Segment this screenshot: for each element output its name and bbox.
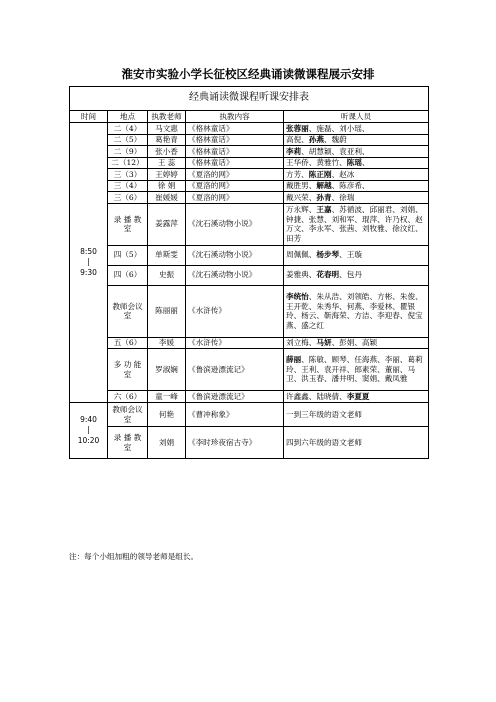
group-leader: 李莉 <box>286 146 302 156</box>
time-label: 9:30 <box>80 267 97 277</box>
content-cell: 《沈石溪动物小说》 <box>186 245 284 265</box>
teacher-cell: 单斯雯 <box>148 245 186 265</box>
attendee-names: 、施磊、刘小瑶、 <box>308 123 370 133</box>
content-cell: 《曹冲称象》 <box>186 403 284 427</box>
attendee-names: 、陈敏、顾琴、任海燕、李丽、葛莉玲、王利、袁开祥、郎素荣、董丽、马卫、洪玉春、潘井明、窦娟、戴凤雅 <box>286 355 423 384</box>
attendee-names: 、陈彦希、 <box>331 181 370 191</box>
time-cell <box>70 403 108 459</box>
content-cell: 《格林童话》 <box>186 123 284 134</box>
content-cell: 《沈石溪动物小说》 <box>186 265 284 285</box>
content-cell: 《夏洛的网》 <box>186 169 284 180</box>
attendee-names: 四到六年级的语文老师 <box>286 437 362 447</box>
attendees-cell <box>284 123 429 134</box>
time-label: 10:20 <box>77 435 100 445</box>
attendee-names: 一到三年级的语文老师 <box>286 409 362 419</box>
attendees-cell <box>284 169 429 180</box>
time-label: 9:40 <box>80 414 97 424</box>
teacher-cell: 童一峰 <box>148 391 186 403</box>
place-cell: 二（4） <box>108 123 148 134</box>
time-label: 8:50 <box>80 246 97 256</box>
teacher-cell: 姜露萍 <box>148 203 186 245</box>
group-leader: 孙青 <box>316 192 332 202</box>
attendee-names: 、徐瑞 <box>331 192 355 202</box>
attendee-names: 、魏蔚 <box>323 135 347 145</box>
table-title: 经典诵读微课程听课安排表 <box>70 87 429 111</box>
header-attendees: 听课人员 <box>284 111 429 123</box>
header-row <box>70 111 429 123</box>
content-cell: 《水浒传》 <box>186 285 284 337</box>
teacher-cell: 李媛 <box>148 337 186 348</box>
table-title-row <box>70 87 429 111</box>
content-cell: 《水浒传》 <box>186 337 284 348</box>
attendees-cell <box>284 192 429 203</box>
group-leader: 陈瑶 <box>346 158 362 168</box>
content-cell: 《鲁滨逊漂流记》 <box>186 349 284 391</box>
teacher-cell: 陈丽丽 <box>148 285 186 337</box>
table-row <box>70 427 429 459</box>
time-label: | <box>87 257 90 267</box>
attendee-names: 、苏循波、邱丽君、刘娟、钟捷、张慧、刘和军、琨萍、许乃权、赵万文、李永军、张茜、刘牧雅、徐汶红、田芳 <box>286 205 423 243</box>
group-leader: 薛丽 <box>286 355 302 365</box>
content-cell: 《格林童话》 <box>186 157 284 168</box>
attendee-names: 、包丹 <box>339 270 362 280</box>
group-leader: 杨步琴 <box>316 250 340 260</box>
place-cell: 三（6） <box>108 192 148 203</box>
table-row <box>70 146 429 157</box>
group-leader: 李夏夏 <box>346 391 370 401</box>
teacher-cell: 罗淑娴 <box>148 349 186 391</box>
header-place: 地点 <box>108 111 148 123</box>
group-leader: 孙燕 <box>308 135 324 145</box>
table-row <box>70 169 429 180</box>
attendees-cell <box>284 245 429 265</box>
attendees-cell <box>284 349 429 391</box>
attendee-names: 万永辉、 <box>286 205 317 215</box>
group-leader: 王嘉 <box>316 205 332 215</box>
attendee-names: 周佩佩、 <box>286 250 317 260</box>
table-row <box>70 349 429 391</box>
table-row <box>70 134 429 145</box>
group-leader: 解越 <box>316 181 332 191</box>
place-cell: 教师会议室 <box>108 285 148 337</box>
time-label: | <box>87 425 90 435</box>
group-leader: 花春明 <box>316 270 340 280</box>
attendees-cell <box>284 134 429 145</box>
attendees-cell <box>284 427 429 459</box>
content-cell: 《李时珍夜宿古寺》 <box>186 427 284 459</box>
place-cell: 教师会议室 <box>108 403 148 427</box>
header-time: 时间 <box>70 111 108 123</box>
attendees-cell <box>284 403 429 427</box>
attendees-cell <box>284 157 429 168</box>
content-cell: 《鲁滨逊漂流记》 <box>186 391 284 403</box>
table-row <box>70 391 429 403</box>
place-cell: 四（5） <box>108 245 148 265</box>
teacher-cell: 何艳 <box>148 403 186 427</box>
attendee-names: 、彭娟、高颖 <box>331 338 378 348</box>
teacher-cell: 史振 <box>148 265 186 285</box>
place-cell: 二（12） <box>108 157 148 168</box>
table-row <box>70 157 429 168</box>
table-row <box>70 265 429 285</box>
attendee-names: 王华侨、黄雅竹、 <box>286 158 347 168</box>
table-row <box>70 180 429 191</box>
group-leader: 张蓉丽 <box>286 123 309 133</box>
place-cell: 录 播 教 室 <box>108 427 148 459</box>
content-cell: 《格林童话》 <box>186 146 284 157</box>
attendees-cell <box>284 180 429 191</box>
attendees-cell <box>284 285 429 337</box>
table-row <box>70 203 429 245</box>
attendee-names: 刘立梅、 <box>286 338 317 348</box>
attendee-names: 许鑫鑫、陆晓倩、 <box>286 391 347 401</box>
teacher-cell: 葛艳青 <box>148 134 186 145</box>
group-leader: 李统怡 <box>286 292 309 302</box>
table-row <box>70 192 429 203</box>
attendee-names: 、赵冰 <box>331 169 355 179</box>
header-content: 执教内容 <box>186 111 284 123</box>
teacher-cell: 王 蕊 <box>148 157 186 168</box>
place-cell: 二（5） <box>108 134 148 145</box>
attendee-names: 姜雅典、 <box>286 270 317 280</box>
attendees-cell <box>284 337 429 348</box>
place-cell: 三（3） <box>108 169 148 180</box>
teacher-cell: 马文惠 <box>148 123 186 134</box>
place-cell: 六（6） <box>108 391 148 403</box>
content-cell: 《格林童话》 <box>186 134 284 145</box>
table-row <box>70 337 429 348</box>
attendee-names: 、胡慧颖、袁亚利、 <box>301 146 370 156</box>
attendees-cell <box>284 203 429 245</box>
attendee-names: 戴兴荣、 <box>286 192 317 202</box>
content-cell: 《夏洛的网》 <box>186 180 284 191</box>
attendee-names: 高倪、 <box>286 135 309 145</box>
footnote: 注：每个小组加粗的领导老师是组长。 <box>69 552 199 561</box>
teacher-cell: 刘娟 <box>148 427 186 459</box>
table-row <box>70 285 429 337</box>
group-leader: 马妍 <box>316 338 332 348</box>
place-cell: 录 播 教 室 <box>108 203 148 245</box>
teacher-cell: 王婷婷 <box>148 169 186 180</box>
page-title: 淮安市实验小学长征校区经典诵读微课程展示安排 <box>121 67 375 81</box>
table-row <box>70 123 429 134</box>
place-cell: 五（6） <box>108 337 148 348</box>
attendees-cell <box>284 391 429 403</box>
group-leader: 陈正刚 <box>308 169 332 179</box>
place-cell: 二（9） <box>108 146 148 157</box>
header-teacher: 执教老师 <box>148 111 186 123</box>
teacher-cell: 崔媛媛 <box>148 192 186 203</box>
attendee-names: 方芳、 <box>286 169 309 179</box>
teacher-cell: 张小香 <box>148 146 186 157</box>
content-cell: 《沈石溪动物小说》 <box>186 203 284 245</box>
place-cell: 三（4） <box>108 180 148 191</box>
content-cell: 《夏洛的网》 <box>186 192 284 203</box>
table-row <box>70 245 429 265</box>
schedule-table <box>69 86 429 459</box>
time-cell <box>70 123 108 403</box>
table-row <box>70 403 429 427</box>
place-cell: 多 功 能 室 <box>108 349 148 391</box>
attendees-cell <box>284 146 429 157</box>
attendee-names: 、朱从浩、刘领皓、方彬、朱俊、王开乾、朱秀华、何燕、李爱林、瞿银玲、杨云、靳海荣、方洁、李迎春、倪宝燕、盛之红 <box>286 292 423 330</box>
attendees-cell <box>284 265 429 285</box>
attendee-names: 戴胜男、 <box>286 181 317 191</box>
attendee-names: 、王璇 <box>339 250 362 260</box>
attendee-names: 、 <box>361 158 370 168</box>
place-cell: 四（6） <box>108 265 148 285</box>
teacher-cell: 徐 娟 <box>148 180 186 191</box>
